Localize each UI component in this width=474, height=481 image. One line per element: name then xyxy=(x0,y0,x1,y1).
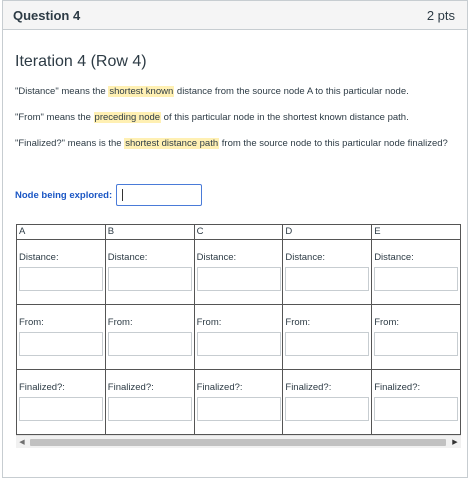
distance-label-c: Distance: xyxy=(196,252,237,263)
scroll-right-icon[interactable]: ▶ xyxy=(452,439,458,446)
finalized-input-d[interactable] xyxy=(285,397,369,421)
from-definition xyxy=(15,111,459,125)
node-explored-input[interactable] xyxy=(116,184,202,206)
table-header-row xyxy=(17,225,461,240)
from-label-e: From: xyxy=(374,317,399,328)
table-cell xyxy=(194,305,283,370)
from-input-e[interactable] xyxy=(374,332,458,356)
table-cell xyxy=(372,305,461,370)
from-row xyxy=(17,305,461,370)
distance-label-e: Distance: xyxy=(374,252,414,263)
distance-def-highlight: shortest known xyxy=(109,86,174,97)
table-cell xyxy=(17,305,106,370)
finalized-label-a: Finalized?: xyxy=(19,382,65,393)
table-cell xyxy=(372,240,461,305)
scroll-left-icon[interactable]: ◀ xyxy=(19,439,25,446)
from-input-c[interactable] xyxy=(197,332,281,356)
question-points: 2 pts xyxy=(426,7,455,23)
finalized-definition xyxy=(15,137,459,151)
explore-row xyxy=(15,184,202,206)
distance-input-e[interactable] xyxy=(374,267,458,291)
node-header-b: B xyxy=(105,225,194,240)
scrollbar-thumb[interactable] xyxy=(30,439,446,446)
table-cell xyxy=(105,370,194,435)
table-cell xyxy=(194,370,283,435)
finalized-label-b: Finalized?: xyxy=(107,382,154,393)
from-input-a[interactable] xyxy=(19,332,103,356)
finalized-input-a[interactable] xyxy=(19,397,103,421)
finalized-row xyxy=(17,370,461,435)
node-header-d: D xyxy=(283,225,372,240)
finalized-def-text-2: from the source node to this particular node finalized? xyxy=(219,138,448,149)
distance-label-b: Distance: xyxy=(107,252,148,263)
from-input-d[interactable] xyxy=(285,332,369,356)
iteration-title: Iteration 4 (Row 4) xyxy=(15,53,147,70)
finalized-input-e[interactable] xyxy=(374,397,458,421)
distance-input-d[interactable] xyxy=(285,267,369,291)
node-header-c: C xyxy=(194,225,283,240)
distance-row xyxy=(17,240,461,305)
finalized-input-b[interactable] xyxy=(108,397,192,421)
table-cell xyxy=(105,240,194,305)
table-cell xyxy=(105,305,194,370)
distance-def-text: "Distance" means the xyxy=(15,86,109,97)
horizontal-scrollbar[interactable] xyxy=(16,435,461,448)
node-header-e: E xyxy=(372,225,461,240)
finalized-label-d: Finalized?: xyxy=(285,382,332,393)
from-input-b[interactable] xyxy=(108,332,192,356)
table-cell xyxy=(283,370,372,435)
from-label-d: From: xyxy=(285,317,311,328)
from-label-c: From: xyxy=(196,317,222,328)
distance-label-d: Distance: xyxy=(285,252,325,263)
finalized-def-text: "Finalized?" means is the xyxy=(15,138,125,149)
dijkstra-table xyxy=(16,224,461,435)
question-body xyxy=(15,30,459,201)
distance-def-text-2: distance from the source node A to this particular node. xyxy=(174,86,409,97)
from-def-text-2: of this particular node in the shortest known distance path. xyxy=(161,112,409,123)
table-cell xyxy=(17,240,106,305)
finalized-label-c: Finalized?: xyxy=(196,382,243,393)
distance-definition xyxy=(15,85,459,99)
text-caret xyxy=(122,189,123,201)
distance-input-b[interactable] xyxy=(108,267,192,291)
table-cell xyxy=(194,240,283,305)
finalized-def-highlight: shortest distance path xyxy=(125,138,219,149)
distance-input-a[interactable] xyxy=(19,267,103,291)
finalized-label-e: Finalized?: xyxy=(374,382,421,393)
question-header xyxy=(3,1,467,30)
table-cell xyxy=(283,305,372,370)
from-label-b: From: xyxy=(107,317,133,328)
node-explored-label: Node being explored: xyxy=(15,189,113,201)
finalized-input-c[interactable] xyxy=(197,397,281,421)
node-header-a: A xyxy=(17,225,106,240)
from-label-a: From: xyxy=(19,317,44,328)
from-def-text: "From" means the xyxy=(15,112,94,123)
question-card xyxy=(2,0,468,478)
from-def-highlight: preceding node xyxy=(94,112,161,123)
distance-label-a: Distance: xyxy=(19,252,59,263)
table-cell xyxy=(283,240,372,305)
question-title: Question 4 xyxy=(13,7,81,23)
table-cell xyxy=(17,370,106,435)
table-cell xyxy=(372,370,461,435)
distance-input-c[interactable] xyxy=(197,267,281,291)
